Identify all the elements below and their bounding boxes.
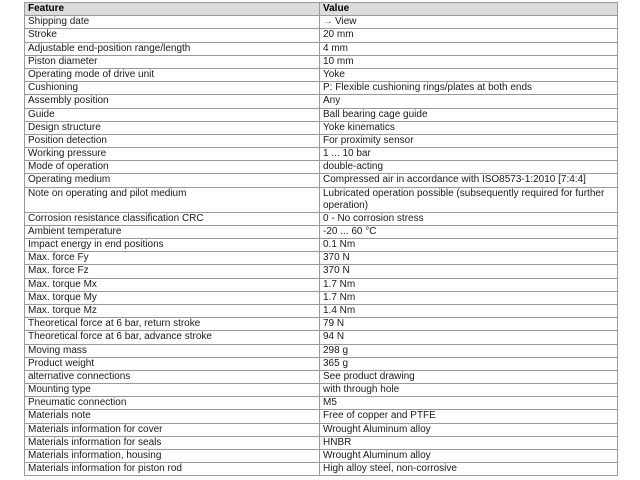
feature-cell: Operating mode of drive unit bbox=[25, 68, 320, 81]
spec-table-body bbox=[25, 16, 618, 476]
feature-cell: Max. torque Mx bbox=[25, 278, 320, 291]
feature-cell: Theoretical force at 6 bar, advance stroke bbox=[25, 331, 320, 344]
feature-cell: Stroke bbox=[25, 29, 320, 42]
value-cell: P: Flexible cushioning rings/plates at both ends bbox=[320, 82, 618, 95]
feature-cell: Moving mass bbox=[25, 344, 320, 357]
feature-cell: Product weight bbox=[25, 357, 320, 370]
value-cell: 1.7 Nm bbox=[320, 278, 618, 291]
feature-cell: Cushioning bbox=[25, 82, 320, 95]
table-row bbox=[25, 55, 618, 68]
feature-cell: Ambient temperature bbox=[25, 225, 320, 238]
arrow-right-icon: → bbox=[323, 16, 333, 28]
feature-cell: Assembly position bbox=[25, 95, 320, 108]
table-row bbox=[25, 148, 618, 161]
value-cell: 298 g bbox=[320, 344, 618, 357]
feature-cell: Mounting type bbox=[25, 384, 320, 397]
table-row bbox=[25, 397, 618, 410]
table-row bbox=[25, 252, 618, 265]
table-row bbox=[25, 42, 618, 55]
feature-cell: Corrosion resistance classification CRC bbox=[25, 212, 320, 225]
table-row bbox=[25, 29, 618, 42]
feature-cell: Pneumatic connection bbox=[25, 397, 320, 410]
value-cell: Compressed air in accordance with ISO8573-1:2010 [7:4:4] bbox=[320, 174, 618, 187]
feature-cell: Impact energy in end positions bbox=[25, 239, 320, 252]
table-row bbox=[25, 463, 618, 476]
value-cell: 0.1 Nm bbox=[320, 239, 618, 252]
value-cell: double-acting bbox=[320, 161, 618, 174]
feature-cell: Max. torque Mz bbox=[25, 304, 320, 317]
feature-cell: Max. torque My bbox=[25, 291, 320, 304]
value-cell: Any bbox=[320, 95, 618, 108]
feature-cell: Mode of operation bbox=[25, 161, 320, 174]
table-row bbox=[25, 161, 618, 174]
value-cell[interactable] bbox=[320, 16, 618, 29]
view-link[interactable]: View bbox=[335, 16, 357, 28]
value-cell: 20 mm bbox=[320, 29, 618, 42]
table-row bbox=[25, 82, 618, 95]
feature-cell: Note on operating and pilot medium bbox=[25, 187, 320, 212]
table-row bbox=[25, 134, 618, 147]
value-cell: HNBR bbox=[320, 436, 618, 449]
value-cell: 370 N bbox=[320, 265, 618, 278]
feature-cell: alternative connections bbox=[25, 370, 320, 383]
table-row bbox=[25, 95, 618, 108]
feature-cell: Piston diameter bbox=[25, 55, 320, 68]
value-column-header: Value bbox=[320, 3, 618, 16]
table-row bbox=[25, 265, 618, 278]
value-cell: 1 ... 10 bar bbox=[320, 148, 618, 161]
table-row bbox=[25, 291, 618, 304]
spec-table bbox=[24, 2, 618, 476]
value-cell: 0 - No corrosion stress bbox=[320, 212, 618, 225]
table-row bbox=[25, 121, 618, 134]
feature-cell: Adjustable end-position range/length bbox=[25, 42, 320, 55]
table-row bbox=[25, 68, 618, 81]
table-row bbox=[25, 384, 618, 397]
table-row bbox=[25, 304, 618, 317]
feature-cell: Materials information for seals bbox=[25, 436, 320, 449]
table-row bbox=[25, 410, 618, 423]
value-cell: 370 N bbox=[320, 252, 618, 265]
table-row bbox=[25, 423, 618, 436]
value-cell: See product drawing bbox=[320, 370, 618, 383]
table-row bbox=[25, 318, 618, 331]
feature-cell: Max. force Fz bbox=[25, 265, 320, 278]
table-row bbox=[25, 436, 618, 449]
feature-cell: Materials note bbox=[25, 410, 320, 423]
feature-cell: Materials information, housing bbox=[25, 450, 320, 463]
feature-cell: Materials information for piston rod bbox=[25, 463, 320, 476]
feature-cell: Operating medium bbox=[25, 174, 320, 187]
table-header-row bbox=[25, 3, 618, 16]
value-cell: Wrought Aluminum alloy bbox=[320, 423, 618, 436]
value-cell: 4 mm bbox=[320, 42, 618, 55]
value-cell: with through hole bbox=[320, 384, 618, 397]
value-cell: 94 N bbox=[320, 331, 618, 344]
table-row bbox=[25, 331, 618, 344]
feature-cell: Guide bbox=[25, 108, 320, 121]
table-row bbox=[25, 187, 618, 212]
table-row bbox=[25, 225, 618, 238]
table-row bbox=[25, 174, 618, 187]
feature-cell: Theoretical force at 6 bar, return stroke bbox=[25, 318, 320, 331]
value-cell: 1.7 Nm bbox=[320, 291, 618, 304]
value-cell: Free of copper and PTFE bbox=[320, 410, 618, 423]
feature-cell: Materials information for cover bbox=[25, 423, 320, 436]
feature-cell: Design structure bbox=[25, 121, 320, 134]
value-cell: M5 bbox=[320, 397, 618, 410]
value-cell: Wrought Aluminum alloy bbox=[320, 450, 618, 463]
value-cell: 79 N bbox=[320, 318, 618, 331]
table-row bbox=[25, 239, 618, 252]
value-cell: Lubricated operation possible (subsequently required for further operation) bbox=[320, 187, 618, 212]
value-cell: High alloy steel, non-corrosive bbox=[320, 463, 618, 476]
table-row bbox=[25, 108, 618, 121]
table-row bbox=[25, 16, 618, 29]
value-cell: Ball bearing cage guide bbox=[320, 108, 618, 121]
table-row bbox=[25, 450, 618, 463]
table-row bbox=[25, 357, 618, 370]
table-row bbox=[25, 278, 618, 291]
feature-cell: Working pressure bbox=[25, 148, 320, 161]
table-row bbox=[25, 212, 618, 225]
value-cell: For proximity sensor bbox=[320, 134, 618, 147]
feature-cell: Max. force Fy bbox=[25, 252, 320, 265]
value-cell: Yoke bbox=[320, 68, 618, 81]
feature-cell: Shipping date bbox=[25, 16, 320, 29]
value-cell: 1.4 Nm bbox=[320, 304, 618, 317]
table-row bbox=[25, 370, 618, 383]
feature-cell: Position detection bbox=[25, 134, 320, 147]
feature-column-header: Feature bbox=[25, 3, 320, 16]
value-cell: 365 g bbox=[320, 357, 618, 370]
value-cell: 10 mm bbox=[320, 55, 618, 68]
value-cell: -20 ... 60 °C bbox=[320, 225, 618, 238]
value-cell: Yoke kinematics bbox=[320, 121, 618, 134]
table-row bbox=[25, 344, 618, 357]
